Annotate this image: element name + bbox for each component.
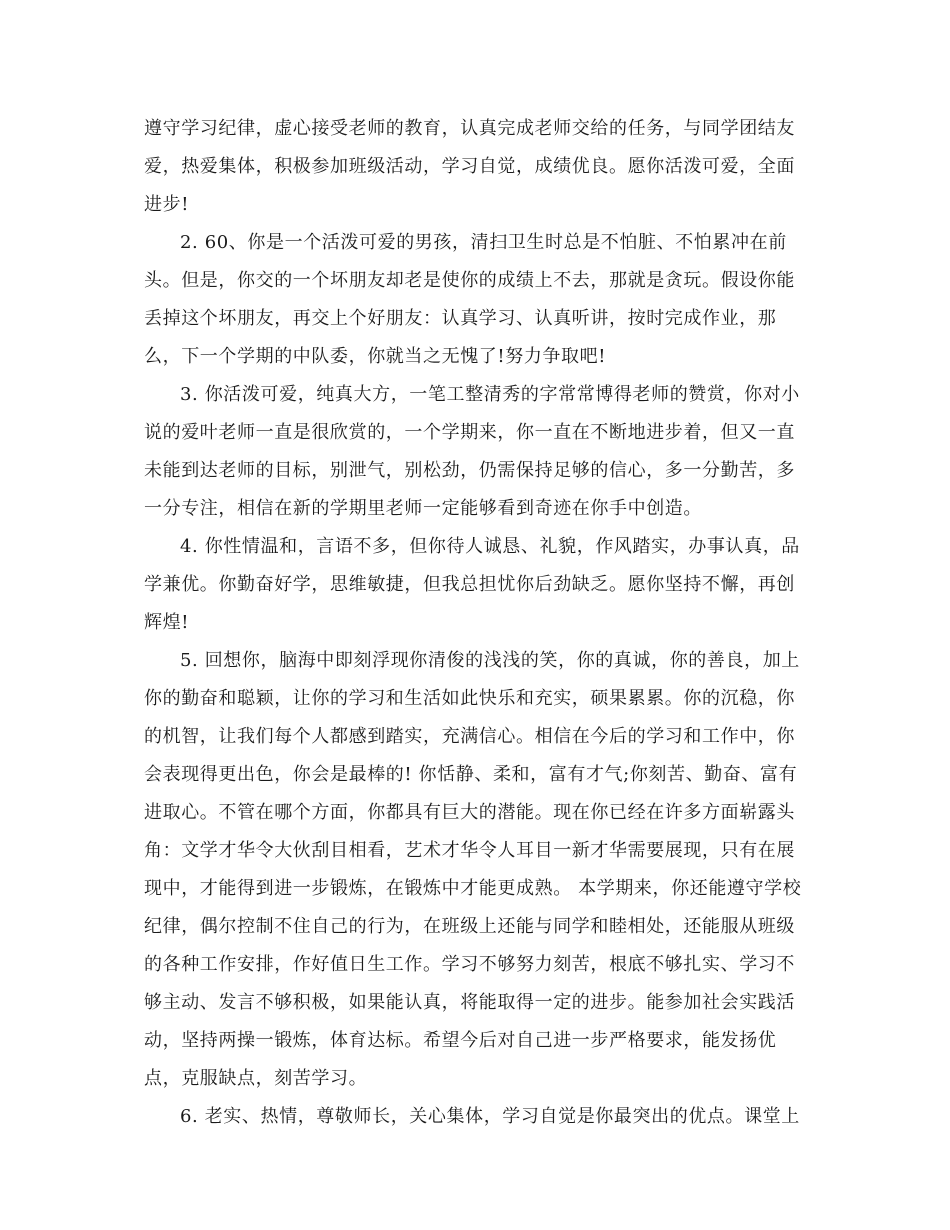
text-line: 动，坚持两操一锻炼，体育达标。希望今后对自己进一步严格要求，能发扬优 bbox=[144, 1030, 777, 1051]
text-line: 一分专注，相信在新的学期里老师一定能够看到奇迹在你手中创造。 bbox=[144, 498, 702, 519]
text-line: 现中，才能得到进一步锻炼，在锻炼中才能更成熟。 本学期来，你还能遵守学校 bbox=[144, 878, 802, 899]
text-line: 么，下一个学期的中队委，你就当之无愧了!努力争取吧! bbox=[144, 346, 607, 367]
text-line: 遵守学习纪律，虚心接受老师的教育，认真完成老师交给的任务，与同学团结友 bbox=[144, 118, 795, 139]
text-line: 的机智，让我们每个人都感到踏实，充满信心。相信在今后的学习和工作中，你 bbox=[144, 726, 795, 747]
text-line: 说的爱叶老师一直是很欣赏的，一个学期来，你一直在不断地进步着，但又一直 bbox=[144, 422, 795, 443]
text-line: 的各种工作安排，作好值日生工作。学习不够努力刻苦，根底不够扎实、学习不 bbox=[144, 954, 795, 975]
text-line: 够主动、发言不够积极，如果能认真，将能取得一定的进步。能参加社会实践活 bbox=[144, 992, 795, 1013]
text-line: 2. 60、你是一个活泼可爱的男孩，清扫卫生时总是不怕脏、不怕累冲在前 bbox=[180, 232, 787, 253]
text-line: 会表现得更出色，你会是最棒的! 你恬静、柔和，富有才气;你刻苦、勤奋、富有 bbox=[144, 764, 798, 785]
text-line: 丢掉这个坏朋友，再交上个好朋友：认真学习、认真听讲，按时完成作业，那 bbox=[144, 308, 777, 329]
text-line: 4. 你性情温和，言语不多，但你待人诚恳、礼貌，作风踏实，办事认真，品 bbox=[180, 536, 800, 557]
text-line: 6. 老实、热情，尊敬师长，关心集体，学习自觉是你最突出的优点。课堂上 bbox=[180, 1106, 800, 1127]
text-line: 角：文学才华令大伙刮目相看，艺术才华令人耳目一新才华需要展现，只有在展 bbox=[144, 840, 795, 861]
text-line: 未能到达老师的目标，别泄气，别松劲，仍需保持足够的信心，多一分勤苦，多 bbox=[144, 460, 795, 481]
text-line: 学兼优。你勤奋好学，思维敏捷，但我总担忧你后劲缺乏。愿你坚持不懈，再创 bbox=[144, 574, 795, 595]
text-line: 纪律，偶尔控制不住自己的行为，在班级上还能与同学和睦相处，还能服从班级 bbox=[144, 916, 795, 937]
text-line: 头。但是，你交的一个坏朋友却老是使你的成绩上不去，那就是贪玩。假设你能 bbox=[144, 270, 795, 291]
text-line: 你的勤奋和聪颖，让你的学习和生活如此快乐和充实，硕果累累。你的沉稳，你 bbox=[144, 688, 795, 709]
text-line: 5. 回想你，脑海中即刻浮现你清俊的浅浅的笑，你的真诚，你的善良，加上 bbox=[180, 650, 800, 671]
text-line: 点，克服缺点，刻苦学习。 bbox=[144, 1068, 368, 1089]
text-line: 进取心。不管在哪个方面，你都具有巨大的潜能。现在你已经在许多方面崭露头 bbox=[144, 802, 795, 823]
text-line: 辉煌! bbox=[144, 612, 190, 633]
text-line: 3. 你活泼可爱，纯真大方，一笔工整清秀的字常常博得老师的赞赏，你对小 bbox=[180, 384, 800, 405]
text-line: 进步! bbox=[144, 194, 190, 215]
text-line: 爱，热爱集体，积极参加班级活动，学习自觉，成绩优良。愿你活泼可爱，全面 bbox=[144, 156, 795, 177]
